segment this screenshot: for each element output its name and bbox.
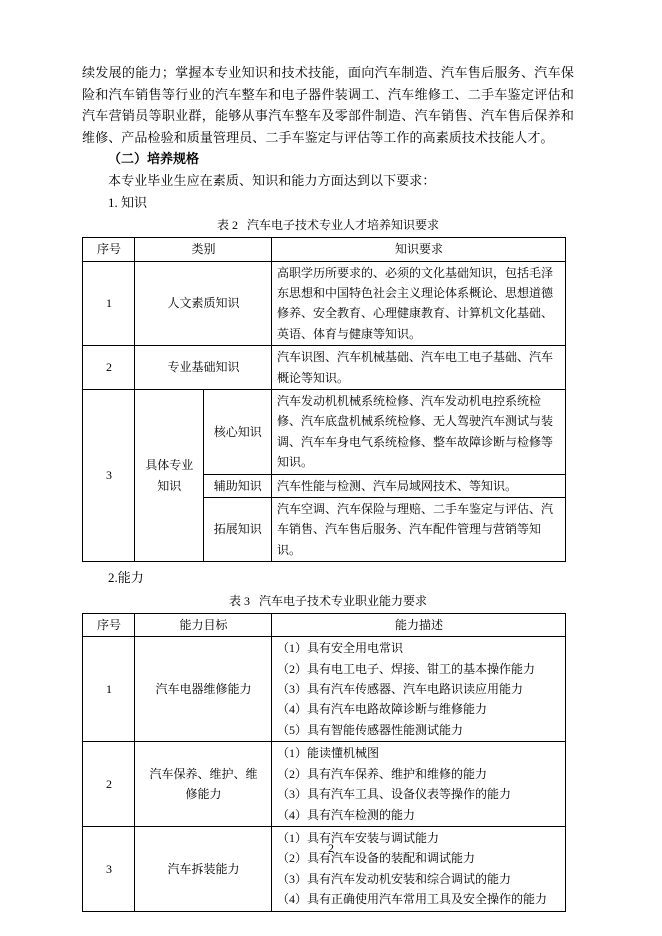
table3-caption-title: 汽车电子技术专业职业能力要求	[259, 593, 428, 608]
table-row	[83, 261, 566, 346]
table2-row5-sub: 拓展知识	[203, 498, 272, 562]
table3-caption-label: 表 3	[228, 593, 250, 608]
ability-item: （1）能读懂机械图	[277, 746, 380, 761]
table3-row1-description	[272, 637, 566, 742]
table3-row1-index: 1	[83, 637, 135, 742]
table3-row2-goal-line: 汽车保养、维护、维	[149, 766, 258, 781]
table2-header-index: 序号	[83, 238, 135, 261]
table2-row2-description: 汽车识图、汽车机械基础、汽车电工电子基础、汽车概论等知识。	[272, 346, 566, 390]
ability-item: （3）具有汽车工具、设备仪表等操作的能力	[277, 787, 512, 802]
table3-header-index: 序号	[83, 613, 135, 636]
table2-caption	[82, 216, 574, 235]
table3-caption	[82, 592, 574, 611]
subsection-ability-label: 2.能力	[108, 570, 144, 586]
ability-item: （4）具有汽车检测的能力	[277, 807, 416, 822]
table3-row3-goal-line: 汽车拆装能力	[167, 861, 240, 876]
table3-row3-index: 3	[83, 826, 135, 911]
page-number: 2	[328, 841, 334, 855]
table2-row2-category: 专业基础知识	[135, 346, 272, 390]
ability-item: （1）具有汽车安装与调试能力	[277, 830, 440, 845]
table3-row2-index: 2	[83, 742, 135, 827]
table3-row2-goal	[135, 742, 272, 827]
table-row	[83, 637, 566, 742]
table-header-row	[83, 238, 566, 261]
table2-row4-sub: 辅助知识	[203, 474, 272, 497]
table3-header-description: 能力描述	[272, 613, 566, 636]
table2-caption-title: 汽车电子技术专业人才培养知识要求	[247, 218, 440, 233]
table2-row1-description: 高职学历所要求的、必须的文化基础知识，包括毛泽东思想和中国特色社会主义理论体系概论、思想道德修养、安全教育、心理健康教育、计算机文化基础、英语、体育与健康等知识。	[272, 261, 566, 346]
table2-row2-index: 2	[83, 346, 135, 390]
section-lead-paragraph: 本专业毕业生应在素质、知识和能力方面达到以下要求：	[108, 172, 436, 188]
ability-item: （3）具有汽车传感器、汽车电路识读应用能力	[277, 682, 524, 697]
table2-row1-category: 人文素质知识	[135, 261, 272, 346]
table2-row3-category: 具体专业知识	[135, 390, 204, 562]
page-content	[82, 62, 574, 912]
ability-item: （5）具有智能传感器性能测试能力	[277, 722, 464, 737]
table3-row2-goal-line: 修能力	[185, 787, 222, 802]
table2-row4-description: 汽车性能与检测、汽车局域网技术、等知识。	[272, 474, 566, 497]
table2-header-category: 类别	[135, 238, 272, 261]
ability-requirements-table	[82, 613, 566, 912]
ability-item: （2）具有电工电子、焊接、钳工的基本操作能力	[277, 661, 536, 676]
table2-row3-sub: 核心知识	[203, 390, 272, 475]
subsection-knowledge-label: 1. 知识	[108, 194, 148, 210]
table2-row5-description: 汽车空调、汽车保险与理赔、二手车鉴定与评估、汽车销售、汽车售后服务、汽车配件管理与营销等知识。	[272, 498, 566, 562]
intro-paragraph: 续发展的能力；掌握本专业知识和技术技能，面向汽车制造、汽车售后服务、汽车保险和汽车销售等行业的汽车整车和电子器件装调工、汽车维修工、二手车鉴定评估和汽车营销员等职业群，能够从事汽车整车及零部件制造、汽车销售、汽车售后保养和维修、产品检验和质量管理员、二手车鉴定与评估等工作的高素质技术技能人才。	[82, 65, 574, 145]
table-row	[83, 390, 566, 475]
section-heading: （二）培养规格	[108, 151, 200, 167]
ability-item: （3）具有汽车发动机安装和综合调试的能力	[277, 871, 512, 886]
ability-item: （2）具有汽车设备的装配和调试能力	[277, 851, 476, 866]
table2-row3-index: 3	[83, 390, 135, 562]
table3-row2-description	[272, 742, 566, 827]
table3-header-goal: 能力目标	[135, 613, 272, 636]
table-row	[83, 346, 566, 390]
ability-item: （4）具有正确使用汽车常用工具及安全操作的能力	[277, 892, 548, 907]
table3-row1-goal	[135, 637, 272, 742]
ability-item: （2）具有汽车保养、维护和维修的能力	[277, 766, 488, 781]
table3-row1-goal-line: 汽车电器维修能力	[155, 682, 252, 697]
table-row	[83, 742, 566, 827]
table2-caption-label: 表 2	[216, 218, 238, 233]
table2-header-description: 知识要求	[272, 238, 566, 261]
ability-item: （4）具有汽车电路故障诊断与维修能力	[277, 702, 488, 717]
table-header-row	[83, 613, 566, 636]
ability-item: （1）具有安全用电常识	[277, 641, 404, 656]
table2-row3-description: 汽车发动机机械系统检修、汽车发动机电控系统检修、汽车底盘机械系统检修、无人驾驶汽车测试与装调、汽车车身电气系统检修、整车故障诊断与检修等知识。	[272, 390, 566, 475]
knowledge-requirements-table	[82, 237, 566, 562]
table2-row1-index: 1	[83, 261, 135, 346]
